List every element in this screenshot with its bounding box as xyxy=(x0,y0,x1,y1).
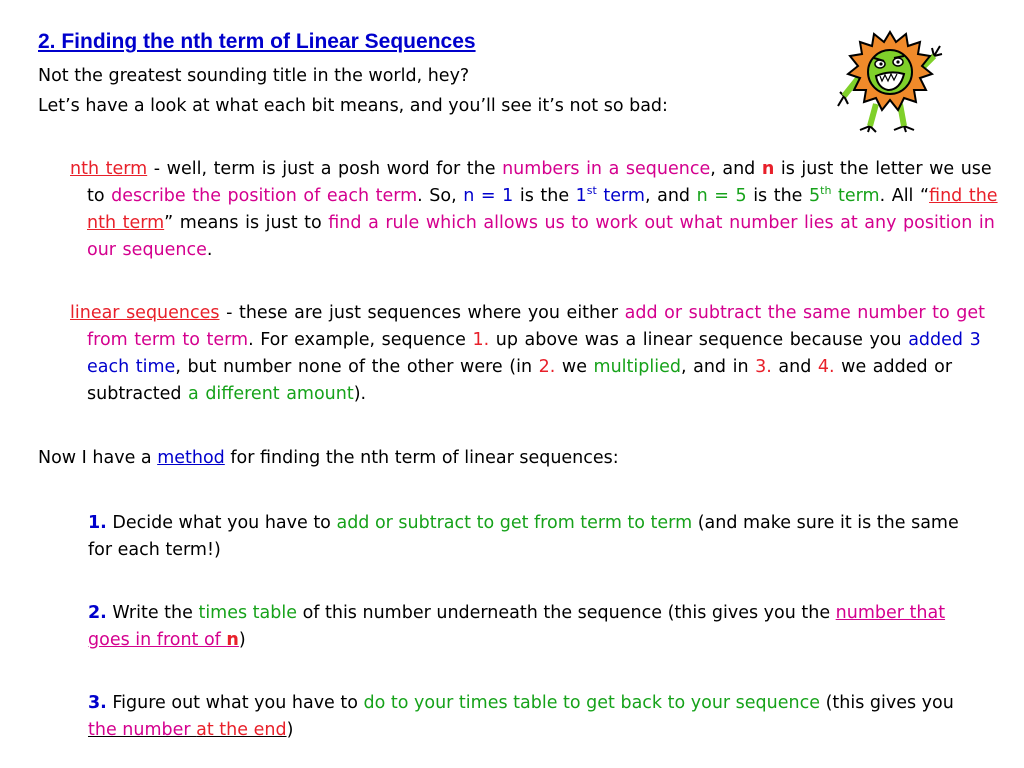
first-number: 1 xyxy=(575,186,587,206)
highlight-find: find the nth term xyxy=(87,186,998,233)
text: up above was a linear sequence because you xyxy=(489,330,909,350)
text: ). xyxy=(353,384,367,404)
text: for finding the nth term of linear sequences: xyxy=(224,448,619,468)
term-word: term xyxy=(838,186,880,206)
term-word: term xyxy=(603,186,645,206)
text: Decide what you have to xyxy=(106,513,337,533)
text: . So, xyxy=(417,186,464,206)
text: Write the xyxy=(106,603,199,623)
dash: - xyxy=(226,303,239,323)
ref-2: 2. xyxy=(538,357,556,377)
text: . All “ xyxy=(879,186,930,206)
text: ” means is just to xyxy=(164,213,329,233)
method-line xyxy=(38,448,619,468)
ref-4: 4. xyxy=(817,357,835,377)
linear-label: linear sequences xyxy=(70,303,220,323)
text: at the end xyxy=(196,720,287,740)
ref-1: 1. xyxy=(472,330,490,350)
highlight-added: added 3 each time xyxy=(87,330,981,377)
ref-3: 3. xyxy=(755,357,772,377)
step-highlight: do to your times table to get back to your sequence xyxy=(363,693,820,713)
highlight-n1: n = 1 xyxy=(463,186,514,206)
highlight-different: a different amount xyxy=(188,384,354,404)
highlight-numbers: numbers in a sequence xyxy=(502,159,711,179)
highlight-describe: describe the position of each term xyxy=(111,186,418,206)
text: well, term is just a posh word for the xyxy=(166,159,503,179)
step-2 xyxy=(88,600,988,654)
step-number: 1. xyxy=(88,513,107,533)
step-highlight-underlined xyxy=(88,720,287,740)
intro-line-2: Let’s have a look at what each bit means, and you’ll see it’s not so bad: xyxy=(38,96,668,116)
method-word: method xyxy=(157,448,225,468)
highlight-n: n xyxy=(761,159,775,179)
step-number: 2. xyxy=(88,603,107,623)
monster-icon xyxy=(834,26,946,136)
text: (and make sure it is the same for each term!) xyxy=(88,513,959,560)
text: , and in xyxy=(680,357,756,377)
text: is the xyxy=(513,186,576,206)
fifth-sup: th xyxy=(820,184,832,197)
text: , and xyxy=(710,159,762,179)
highlight-rule: find a rule which allows us to work out what number lies at any position in our sequence xyxy=(87,213,995,260)
text: (this gives you xyxy=(820,693,954,713)
text: , but number none of the other were (in xyxy=(175,357,539,377)
text: , and xyxy=(644,186,697,206)
step-3 xyxy=(88,690,988,744)
highlight-add: add or subtract the same number to get from term to term xyxy=(87,303,985,350)
page-title: 2. Finding the nth term of Linear Sequences xyxy=(38,30,476,53)
step-highlight: times table xyxy=(198,603,297,623)
text: number that goes in front of xyxy=(88,603,946,650)
text: . For example, sequence xyxy=(248,330,473,350)
text: we xyxy=(555,357,594,377)
highlight-n5: n = 5 xyxy=(696,186,747,206)
first-sup: st xyxy=(586,184,597,197)
highlight-multiplied: multiplied xyxy=(593,357,681,377)
text: of this number underneath the sequence (this gives you the xyxy=(297,603,836,623)
highlight-n: n xyxy=(226,630,239,650)
nth-term-paragraph xyxy=(70,156,1007,264)
text: is the xyxy=(746,186,810,206)
text: we added or subtracted xyxy=(87,357,953,404)
text: ) xyxy=(286,720,294,740)
intro-line-1: Not the greatest sounding title in the world, hey? xyxy=(38,66,470,86)
step-highlight: add or subtract to get from term to term xyxy=(336,513,693,533)
nth-term-label: nth term xyxy=(70,159,148,179)
fifth-number: 5 xyxy=(809,186,821,206)
text: these are just sequences where you either xyxy=(238,303,625,323)
text: Now I have a xyxy=(38,448,158,468)
step-number: 3. xyxy=(88,693,107,713)
text: . xyxy=(206,240,213,260)
text: the number xyxy=(88,720,197,740)
text: ) xyxy=(238,630,246,650)
dash: - xyxy=(153,159,167,179)
text: Figure out what you have to xyxy=(106,693,364,713)
text: is just the letter we use to xyxy=(87,159,992,206)
text: and xyxy=(771,357,818,377)
linear-sequences-paragraph xyxy=(70,300,1007,408)
step-1 xyxy=(88,510,988,564)
